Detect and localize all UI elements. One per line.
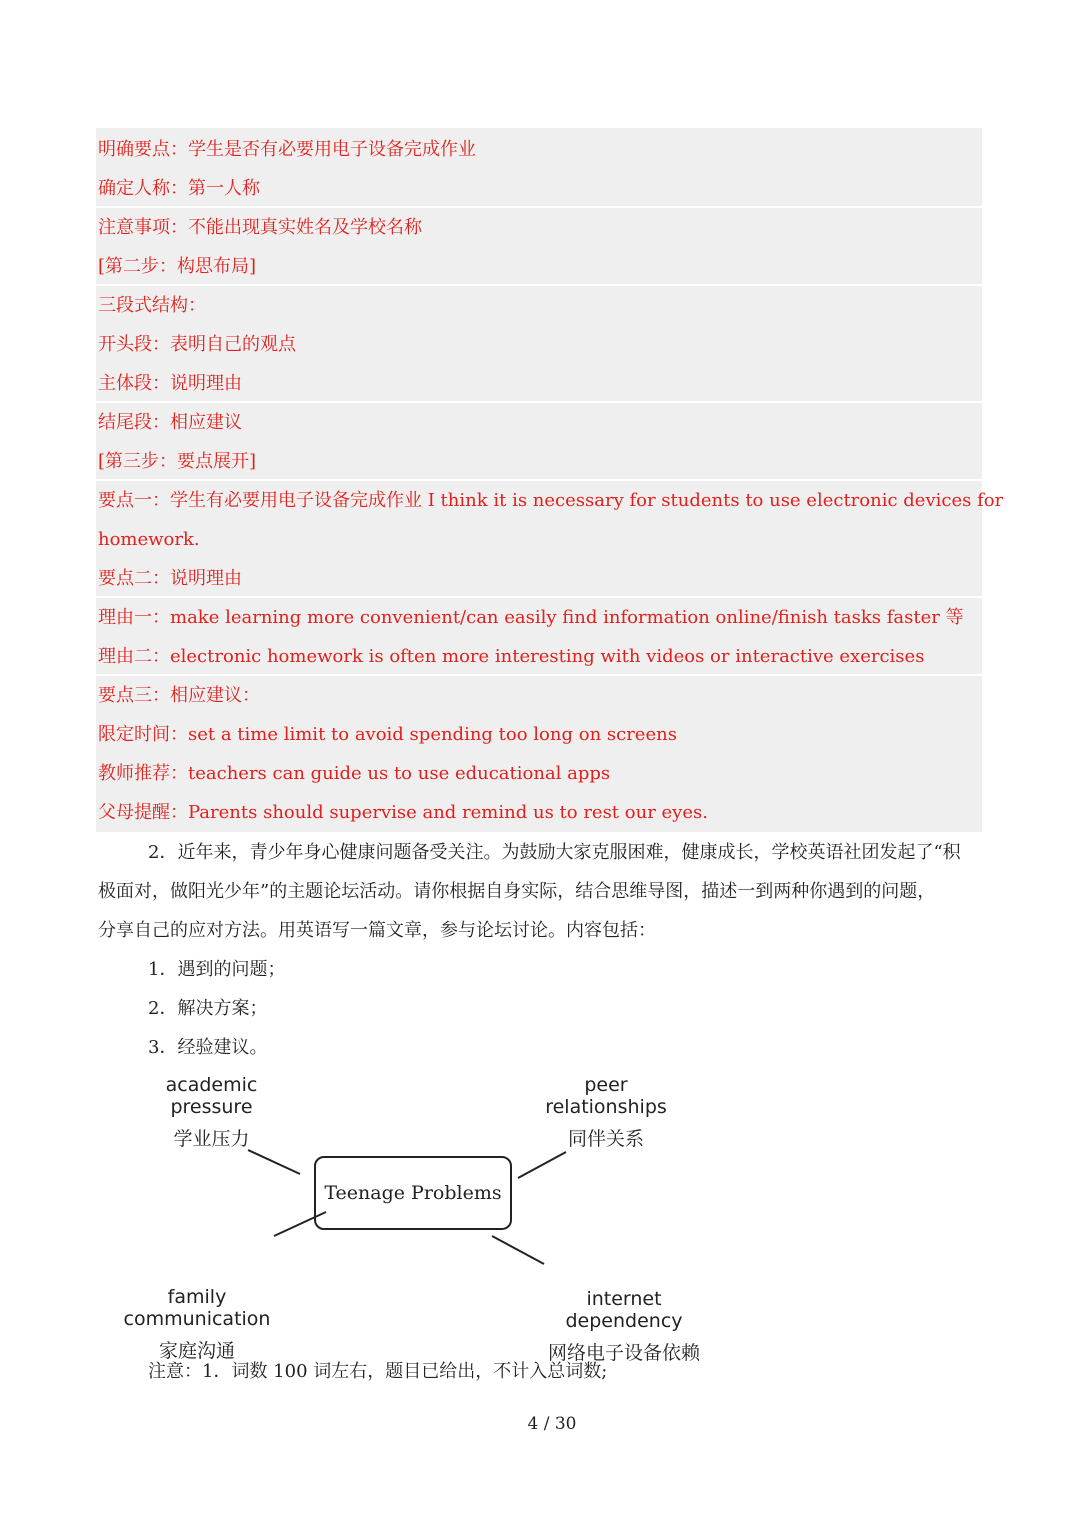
task-item: 2．解决方案； <box>148 998 268 1019</box>
mind-map-center: Teenage Problems <box>314 1156 512 1230</box>
row-divider <box>96 596 982 598</box>
node-label-zh: 同伴关系 <box>567 1128 644 1150</box>
guide-line: [第三步：要点展开] <box>98 451 257 472</box>
mind-map-node-academic-pressure <box>134 1074 289 1151</box>
connector-line <box>492 1236 544 1264</box>
guide-line: 要点二：说明理由 <box>98 568 242 589</box>
guide-line: 限定时间：set a time limit to avoid spending too long on screens <box>98 724 677 745</box>
node-label-en: internet dependency <box>565 1288 683 1332</box>
guide-line: 要点三：相应建议： <box>98 685 260 706</box>
task-intro-line: 分享自己的应对方法。用英语写一篇文章，参与论坛讨论。内容包括： <box>98 920 656 941</box>
guide-line: 父母提醒：Parents should supervise and remind us to rest our eyes. <box>98 802 708 823</box>
writing-note: 注意：1．词数 100 词左右，题目已给出，不计入总词数; <box>148 1361 608 1382</box>
guide-line: 理由二：electronic homework is often more interesting with videos or interactive exercises <box>98 646 925 667</box>
node-label-zh: 家庭沟通 <box>158 1340 235 1362</box>
guide-line: 确定人称：第一人称 <box>98 178 260 199</box>
guide-line: [第二步：构思布局] <box>98 256 257 277</box>
node-label-zh: 网络电子设备依赖 <box>547 1342 700 1364</box>
mind-map-node-internet-dependency <box>534 1288 714 1365</box>
row-divider <box>96 674 982 676</box>
mind-map-node-peer-relationships <box>530 1074 682 1151</box>
guide-line: 要点一：学生有必要用电子设备完成作业 I think it is necessary for students to use electronic devices for <box>98 490 1004 511</box>
guide-line: 结尾段：相应建议 <box>98 412 242 433</box>
guide-line: homework. <box>98 529 200 550</box>
guide-line: 注意事项：不能出现真实姓名及学校名称 <box>98 217 422 238</box>
guide-line: 明确要点：学生是否有必要用电子设备完成作业 <box>98 139 476 160</box>
row-divider <box>96 479 982 481</box>
connector-line <box>248 1150 300 1174</box>
task-intro-line: 2．近年来，青少年身心健康问题备受关注。为鼓励大家克服困难，健康成长，学校英语社团发起了“积 <box>148 842 961 863</box>
row-divider <box>96 284 982 286</box>
guide-line: 开头段：表明自己的观点 <box>98 334 296 355</box>
connector-line <box>518 1152 566 1178</box>
guide-line: 三段式结构： <box>98 295 206 316</box>
node-label-en: peer relationships <box>545 1074 667 1118</box>
row-divider <box>96 206 982 208</box>
mind-map-node-family-communication <box>102 1286 292 1363</box>
guide-line: 教师推荐：teachers can guide us to use educational apps <box>98 763 611 784</box>
node-label-en: academic pressure <box>165 1074 258 1118</box>
task-intro-line: 极面对，做阳光少年”的主题论坛活动。请你根据自身实际，结合思维导图，描述一到两种你遇到的问题， <box>98 881 936 902</box>
task-item: 1．遇到的问题； <box>148 959 286 980</box>
guide-line: 理由一：make learning more convenient/can easily find information online/finish tasks faster 等 <box>98 607 964 628</box>
page-number: 4 / 30 <box>527 1414 577 1434</box>
node-label-en: family communication <box>123 1286 271 1330</box>
row-divider <box>96 401 982 403</box>
task-item: 3．经验建议。 <box>148 1037 268 1058</box>
guide-line: 主体段：说明理由 <box>98 373 242 394</box>
node-label-zh: 学业压力 <box>173 1128 250 1150</box>
mind-map <box>100 1070 720 1364</box>
